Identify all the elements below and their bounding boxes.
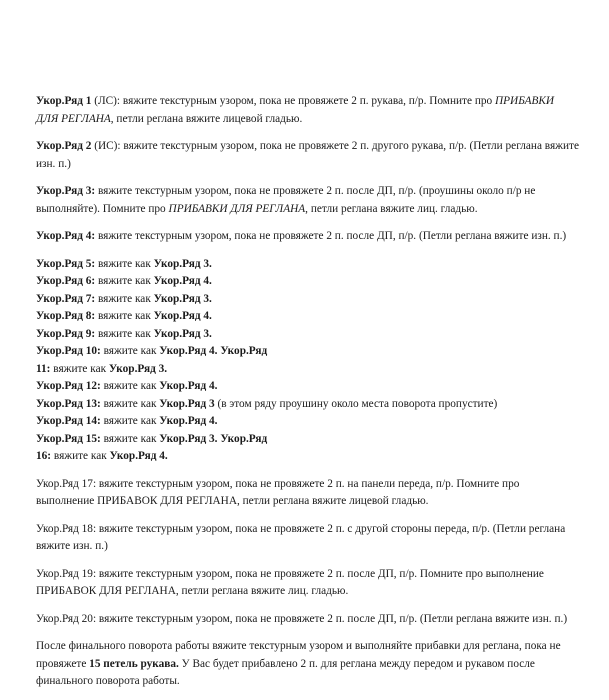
row-10: Укор.Ряд 10: вяжите как Укор.Ряд 4. Укор.Ряд: [36, 345, 268, 357]
row-4: Укор.Ряд 4: вяжите текстурным узором, пока не провяжете 2 п. после ДП, п/р. (Петли реглана вяжите изн. п.): [36, 230, 567, 242]
row-2: Укор.Ряд 2 (ИС): вяжите текстурным узором, пока не провяжете 2 п. другого рукава, п/р. (Петли реглана вяжите изн. п.): [36, 140, 579, 170]
row-reference: Укор.Ряд 3.: [108, 362, 168, 375]
row-label: Укор.Ряд 3:: [36, 185, 96, 197]
row-11: 11: вяжите как Укор.Ряд 3.: [36, 362, 168, 375]
row-reference: Укор.Ряд 4. Укор.Ряд: [159, 345, 268, 357]
row-label: Укор.Ряд 10:: [36, 345, 101, 357]
row-label: Укор.Ряд 8:: [36, 310, 96, 322]
row-label: Укор.Ряд 15:: [36, 432, 101, 445]
row-label: Укор.Ряд 14:: [36, 415, 101, 427]
row-label: Укор.Ряд 1: [36, 95, 92, 107]
row-20: Укор.Ряд 20: вяжите текстурным узором, пока не провяжете 2 п. после ДП, п/р. (Петли реглана вяжите изн. п.): [36, 612, 568, 625]
row-label: Укор.Ряд 2: [36, 140, 92, 152]
row-9: Укор.Ряд 9: вяжите как Укор.Ряд 3.: [36, 327, 212, 340]
row-reference: Укор.Ряд 3.: [153, 327, 212, 340]
row-17: Укор.Ряд 17: вяжите текстурным узором, пока не провяжете 2 п. на панели переда, п/р. Помните про выполнение ПРИБАВОК ДЛЯ РЕГЛАНА, петли реглана вяжите лицевой гладью.: [36, 477, 520, 507]
row-reference: Укор.Ряд 4.: [159, 415, 218, 427]
row-15: Укор.Ряд 15: вяжите как Укор.Ряд 3. Укор.Ряд: [36, 432, 268, 445]
stitch-count: 15 петель рукава.: [89, 657, 179, 670]
row-1: Укор.Ряд 1 (ЛС): вяжите текстурным узором, пока не провяжете 2 п. рукава, п/р. Помните про ПРИБАВКИ ДЛЯ РЕГЛАНА, петли реглана вяжите лицевой гладью.: [36, 95, 555, 125]
row-14: Укор.Ряд 14: вяжите как Укор.Ряд 4.: [36, 415, 218, 427]
row-reference: Укор.Ряд 3.: [153, 292, 212, 305]
row-3: Укор.Ряд 3: вяжите текстурным узором, пока не провяжете 2 п. после ДП, п/р. (проушины около п/р не выполняйте). Помните про ПРИБАВКИ ДЛЯ РЕГЛАНА, петли реглана вяжите лиц. гладью.: [36, 185, 536, 215]
row-label: 11:: [36, 362, 51, 375]
row-18: Укор.Ряд 18: вяжите текстурным узором, пока не провяжете 2 п. с другой стороны переда, п/р. (Петли реглана вяжите изн. п.): [36, 522, 566, 552]
row-label: Укор.Ряд 13:: [36, 397, 101, 410]
row-6: Укор.Ряд 6: вяжите как Укор.Ряд 4.: [36, 275, 212, 287]
row-13: Укор.Ряд 13: вяжите как Укор.Ряд 3 (в этом ряду проушину около места поворота пропустите): [36, 397, 498, 410]
row-label: Укор.Ряд 12:: [36, 380, 101, 392]
row-reference: Укор.Ряд 3. Укор.Ряд: [159, 432, 268, 445]
row-8: Укор.Ряд 8: вяжите как Укор.Ряд 4.: [36, 310, 212, 322]
emphasis: ПРИБАВКИ ДЛЯ РЕГЛАНА: [168, 202, 306, 215]
row-16: 16: вяжите как Укор.Ряд 4.: [36, 450, 168, 462]
row-label: Укор.Ряд 6:: [36, 275, 96, 287]
row-label: Укор.Ряд 5:: [36, 257, 96, 270]
row-reference: Укор.Ряд 3: [159, 397, 215, 410]
row-reference: Укор.Ряд 4.: [153, 310, 212, 322]
row-5: Укор.Ряд 5: вяжите как Укор.Ряд 3.: [36, 257, 212, 270]
row-label: Укор.Ряд 4:: [36, 230, 96, 242]
row-label: Укор.Ряд 9:: [36, 327, 96, 340]
row-reference: Укор.Ряд 4.: [109, 450, 168, 462]
row-7: Укор.Ряд 7: вяжите как Укор.Ряд 3.: [36, 292, 212, 305]
row-reference: Укор.Ряд 4.: [159, 380, 218, 392]
row-12: Укор.Ряд 12: вяжите как Укор.Ряд 4.: [36, 380, 218, 392]
final-paragraph: После финального поворота работы вяжите текстурным узором и выполняйте прибавки для реглана, пока не провяжете 15 петель рукава. У Вас будет прибавлено 2 п. для реглана между передом и рукавом после финального поворота работы.: [36, 640, 561, 687]
row-19: Укор.Ряд 19: вяжите текстурным узором, пока не провяжете 2 п. после ДП, п/р. Помните про выполнение ПРИБАВОК ДЛЯ РЕГЛАНА, петли реглана вяжите лиц. гладью.: [36, 567, 544, 597]
row-label: Укор.Ряд 7:: [36, 292, 96, 305]
emphasis: ПРИБАВКИ ДЛЯ РЕГЛАНА: [36, 95, 555, 125]
row-label: 16:: [36, 450, 52, 462]
row-reference: Укор.Ряд 4.: [153, 275, 212, 287]
row-reference: Укор.Ряд 3.: [153, 257, 212, 270]
